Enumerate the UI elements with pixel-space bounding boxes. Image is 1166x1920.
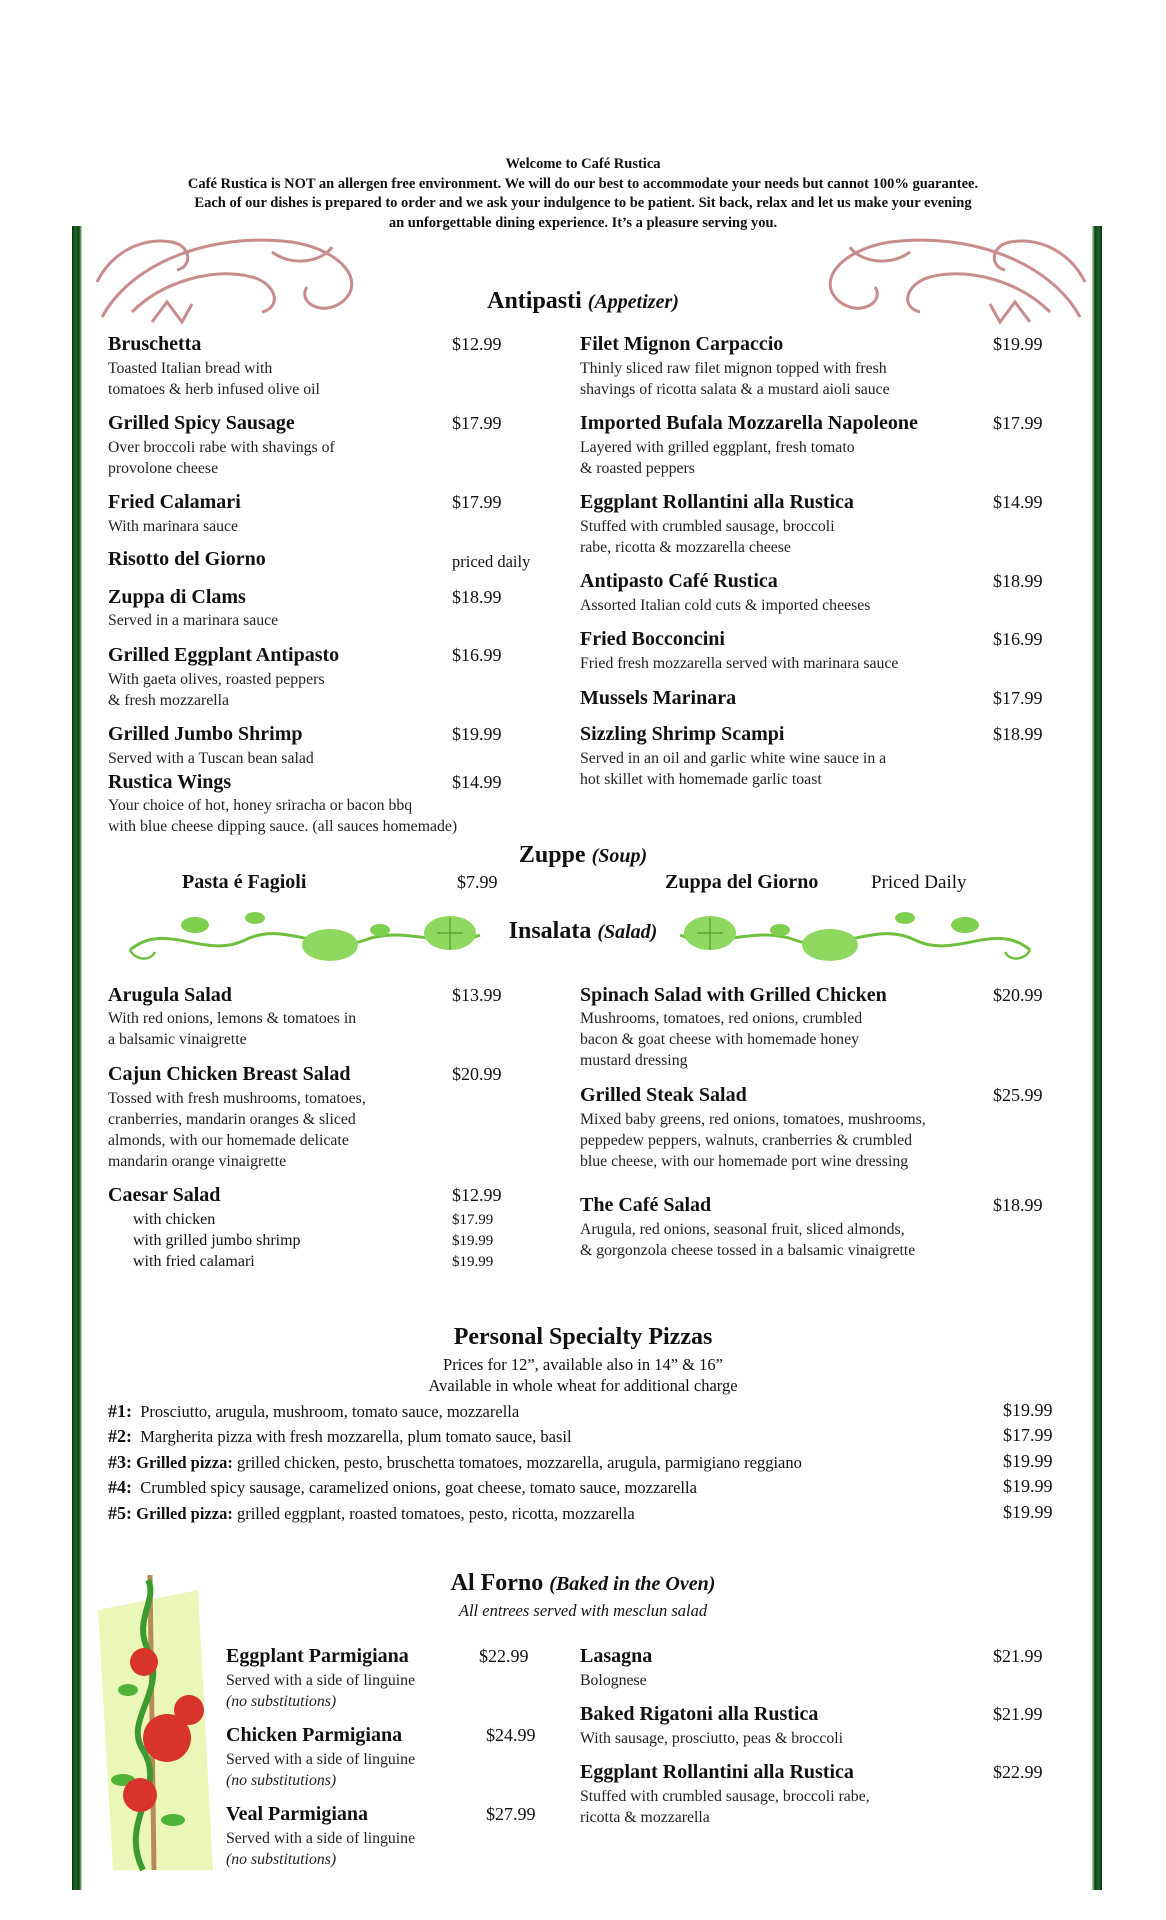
- menu-item-name: Sizzling Shrimp Scampi: [580, 723, 785, 745]
- caesar-option-label: with fried calamari: [133, 1253, 255, 1270]
- menu-item-price: $17.99: [452, 413, 502, 433]
- menu-item-name: Baked Rigatoni alla Rustica: [580, 1703, 819, 1725]
- menu-item-price: $27.99: [486, 1804, 536, 1824]
- menu-item-price: $19.99: [452, 724, 502, 744]
- menu-item-desc: Toasted Italian bread with: [108, 360, 273, 377]
- menu-item-price: $16.99: [993, 629, 1043, 649]
- menu-item-desc: Your choice of hot, honey sriracha or bacon bbq: [108, 797, 413, 814]
- menu-item-price: $22.99: [993, 1762, 1043, 1782]
- menu-item-price: $21.99: [993, 1646, 1043, 1666]
- caesar-option-price: $19.99: [452, 1254, 494, 1270]
- menu-item-desc: Assorted Italian cold cuts & imported cheeses: [580, 597, 871, 614]
- menu-item-desc: Bolognese: [580, 1672, 647, 1689]
- soup-name: Zuppa del Giorno: [665, 871, 819, 893]
- menu-item-desc: With red onions, lemons & tomatoes in: [108, 1010, 357, 1027]
- menu-item-price: $13.99: [452, 985, 502, 1005]
- pizza-price: $19.99: [1003, 1400, 1053, 1420]
- antipasti-title: Antipasti: [487, 288, 582, 314]
- swirl-ornament-left-icon: [92, 222, 382, 337]
- menu-item-price: $18.99: [993, 571, 1043, 591]
- menu-item-name: Veal Parmigiana: [226, 1803, 369, 1825]
- menu-item-desc: Served with a side of linguine: [226, 1672, 416, 1689]
- menu-item-desc: with blue cheese dipping sauce. (all sauces homemade): [108, 818, 458, 835]
- menu-item-desc: provolone cheese: [108, 460, 219, 477]
- pizza-number: #5:: [108, 1503, 132, 1523]
- menu-item-desc: Over broccoli rabe with shavings of: [108, 439, 335, 456]
- menu-item-price: $18.99: [993, 1195, 1043, 1215]
- menu-item-price: $24.99: [486, 1725, 536, 1745]
- menu-item-name: Imported Bufala Mozzarella Napoleone: [580, 412, 918, 434]
- menu-item-name: Cajun Chicken Breast Salad: [108, 1063, 351, 1085]
- menu-item-desc: cranberries, mandarin oranges & sliced: [108, 1111, 356, 1128]
- left-decorative-border: [72, 226, 82, 1890]
- alforno-heading: [333, 1570, 833, 1597]
- menu-item-price: $12.99: [452, 334, 502, 354]
- pizza-price: $19.99: [1003, 1476, 1053, 1496]
- menu-item-desc: Served with a side of linguine: [226, 1751, 416, 1768]
- menu-item-name: Grilled Jumbo Shrimp: [108, 723, 303, 745]
- soup-price: Priced Daily: [871, 872, 967, 893]
- menu-item-name: Filet Mignon Carpaccio: [580, 333, 784, 355]
- menu-item-price: $17.99: [452, 492, 502, 512]
- menu-item-desc: Thinly sliced raw filet mignon topped with fresh: [580, 360, 887, 377]
- pizza-row: [108, 1501, 635, 1526]
- menu-item-price: $17.99: [993, 688, 1043, 708]
- menu-item-desc: Fried fresh mozzarella served with marinara sauce: [580, 655, 899, 672]
- pizzas-heading: Personal Specialty Pizzas: [453, 1324, 713, 1350]
- menu-item-desc: Arugula, red onions, seasonal fruit, sliced almonds,: [580, 1221, 905, 1238]
- menu-item-desc: Mixed baby greens, red onions, tomatoes, mushrooms,: [580, 1111, 926, 1128]
- menu-item-name: Lasagna: [580, 1645, 653, 1667]
- menu-item-price: $14.99: [452, 772, 502, 792]
- alforno-subtitle: (Baked in the Oven): [549, 1573, 716, 1595]
- menu-item-price: $20.99: [452, 1064, 502, 1084]
- menu-item-desc: With marinara sauce: [108, 518, 239, 535]
- pizzas-size-note: Prices for 12”, available also in 14” & 16”: [443, 1355, 723, 1374]
- caesar-option-price: $17.99: [452, 1212, 494, 1228]
- menu-item-desc: With gaeta olives, roasted peppers: [108, 671, 325, 688]
- antipasti-heading: [383, 288, 783, 315]
- tomato-plant-icon: [88, 1570, 218, 1880]
- pizza-number: #1:: [108, 1401, 132, 1421]
- menu-item-name: Mussels Marinara: [580, 687, 737, 709]
- soup-price: $7.99: [457, 872, 498, 892]
- menu-item-desc: Served with a side of linguine: [226, 1830, 416, 1847]
- menu-item-desc: Mushrooms, tomatoes, red onions, crumbled: [580, 1010, 863, 1027]
- pizza-desc: grilled eggplant, roasted tomatoes, pesto, ricotta, mozzarella: [236, 1504, 635, 1523]
- menu-item-name: Chicken Parmigiana: [226, 1724, 403, 1746]
- menu-item-desc: With sausage, prosciutto, peas & broccoli: [580, 1730, 844, 1747]
- caesar-option-label: with chicken: [133, 1211, 216, 1228]
- menu-item-name: Risotto del Giorno: [108, 548, 266, 570]
- antipasti-subtitle: (Appetizer): [587, 291, 679, 313]
- menu-item-price: $18.99: [993, 724, 1043, 744]
- pizza-price: $19.99: [1003, 1451, 1053, 1471]
- menu-item-desc: Layered with grilled eggplant, fresh tomato: [580, 439, 855, 456]
- menu-item-price: $20.99: [993, 985, 1043, 1005]
- swirl-ornament-right-icon: [760, 222, 1090, 337]
- soup-name: Pasta é Fagioli: [182, 871, 307, 893]
- menu-item-desc: tomatoes & herb infused olive oil: [108, 381, 320, 398]
- menu-item-desc: a balsamic vinaigrette: [108, 1031, 247, 1048]
- pizza-desc: Margherita pizza with fresh mozzarella, plum tomato sauce, basil: [140, 1427, 572, 1446]
- intro-line-3: an unforgettable dining experience. It’s a pleasure serving you.: [388, 214, 778, 231]
- pizza-number: #4:: [108, 1477, 132, 1497]
- menu-item-price: $18.99: [452, 587, 502, 607]
- menu-item-desc: almonds, with our homemade delicate: [108, 1132, 349, 1149]
- intro-line-2: Each of our dishes is prepared to order and we ask your indulgence to be patient. Sit back, relax and let us make your evening: [194, 195, 972, 211]
- menu-item-desc: mustard dressing: [580, 1052, 688, 1069]
- pizzas-wheat-note: Available in whole wheat for additional charge: [428, 1376, 738, 1395]
- menu-item-desc: Served with a Tuscan bean salad: [108, 750, 314, 767]
- menu-item-desc: blue cheese, with our homemade port wine dressing: [580, 1153, 909, 1170]
- menu-item-desc: & fresh mozzarella: [108, 692, 230, 709]
- caesar-option-price: $19.99: [452, 1233, 494, 1249]
- menu-item-price: $17.99: [993, 413, 1043, 433]
- pizza-row: [108, 1450, 802, 1475]
- menu-item-name: Grilled Steak Salad: [580, 1084, 747, 1106]
- menu-item-name: Eggplant Parmigiana: [226, 1645, 409, 1667]
- menu-item-desc: & roasted peppers: [580, 460, 695, 477]
- menu-item-price: $25.99: [993, 1085, 1043, 1105]
- menu-item-name: Caesar Salad: [108, 1184, 221, 1206]
- right-decorative-border: [1092, 226, 1102, 1890]
- menu-item-name: Rustica Wings: [108, 771, 232, 793]
- menu-item-desc: bacon & goat cheese with homemade honey: [580, 1031, 859, 1048]
- menu-item-desc: hot skillet with homemade garlic toast: [580, 771, 822, 788]
- menu-item-note: (no substitutions): [226, 1851, 337, 1868]
- insalata-title: Insalata: [508, 918, 592, 944]
- menu-item-price: $12.99: [452, 1185, 502, 1205]
- pizza-number: #3:: [108, 1452, 132, 1472]
- menu-item-desc: ricotta & mozzarella: [580, 1809, 710, 1826]
- zuppe-title: Zuppe: [518, 842, 586, 868]
- pizza-row: [108, 1424, 572, 1449]
- pizza-row: [108, 1475, 697, 1500]
- menu-item-price: priced daily: [452, 552, 531, 571]
- menu-item-desc: & gorgonzola cheese tossed in a balsamic vinaigrette: [580, 1242, 916, 1259]
- pizza-label: Grilled pizza:: [136, 1504, 233, 1523]
- menu-item-name: Eggplant Rollantini alla Rustica: [580, 491, 854, 513]
- menu-item-price: $14.99: [993, 492, 1043, 512]
- pizza-price: $19.99: [1003, 1502, 1053, 1522]
- menu-item-note: (no substitutions): [226, 1693, 337, 1710]
- menu-item-name: Eggplant Rollantini alla Rustica: [580, 1761, 854, 1783]
- caesar-option-label: with grilled jumbo shrimp: [133, 1232, 301, 1249]
- menu-item-price: $22.99: [479, 1646, 529, 1666]
- menu-item-name: Bruschetta: [108, 333, 202, 355]
- zuppe-subtitle: (Soup): [591, 845, 648, 867]
- menu-item-note: (no substitutions): [226, 1772, 337, 1789]
- menu-item-desc: Served in a marinara sauce: [108, 612, 279, 629]
- menu-item-name: Fried Bocconcini: [580, 628, 725, 650]
- menu-item-desc: rabe, ricotta & mozzarella cheese: [580, 539, 791, 556]
- pizza-price: $17.99: [1003, 1425, 1053, 1445]
- pizza-desc: grilled chicken, pesto, bruschetta tomatoes, mozzarella, arugula, parmigiano reggiano: [236, 1453, 802, 1472]
- menu-item-desc: Stuffed with crumbled sausage, broccoli rabe,: [580, 1788, 870, 1805]
- menu-item-name: Antipasto Café Rustica: [580, 570, 778, 592]
- intro-title: Welcome to Café Rustica: [505, 156, 661, 172]
- pizza-desc: Crumbled spicy sausage, caramelized onions, goat cheese, tomato sauce, mozzarella: [140, 1478, 697, 1497]
- menu-item-price: $21.99: [993, 1704, 1043, 1724]
- menu-item-name: Grilled Spicy Sausage: [108, 412, 295, 434]
- menu-item-name: Grilled Eggplant Antipasto: [108, 644, 340, 666]
- intro-allergen-line: Café Rustica is NOT an allergen free environment. We will do our best to accommodate your needs but cannot 100% guarantee.: [187, 175, 979, 192]
- pizza-desc: Prosciutto, arugula, mushroom, tomato sauce, mozzarella: [140, 1402, 520, 1421]
- menu-item-name: Fried Calamari: [108, 491, 241, 513]
- pizza-number: #2:: [108, 1426, 132, 1446]
- menu-item-name: Spinach Salad with Grilled Chicken: [580, 984, 887, 1006]
- menu-item-price: $16.99: [452, 645, 502, 665]
- alforno-title: Al Forno: [450, 1570, 544, 1596]
- menu-item-name: Zuppa di Clams: [108, 586, 246, 608]
- pizza-row: [108, 1399, 519, 1424]
- insalata-heading: [383, 918, 783, 945]
- menu-item-desc: Served in an oil and garlic white wine sauce in a: [580, 750, 887, 767]
- menu-item-price: $19.99: [993, 334, 1043, 354]
- menu-item-desc: Tossed with fresh mushrooms, tomatoes,: [108, 1090, 366, 1107]
- menu-item-desc: shavings of ricotta salata & a mustard aioli sauce: [580, 381, 890, 398]
- zuppe-heading: [383, 842, 783, 869]
- alforno-note: All entrees served with mesclun salad: [458, 1601, 708, 1620]
- menu-item-desc: mandarin orange vinaigrette: [108, 1153, 287, 1170]
- insalata-subtitle: (Salad): [597, 921, 658, 943]
- menu-item-desc: peppedew peppers, walnuts, cranberries & crumbled: [580, 1132, 913, 1149]
- pizza-label: Grilled pizza:: [136, 1453, 233, 1472]
- menu-item-name: The Café Salad: [580, 1194, 712, 1216]
- menu-item-name: Arugula Salad: [108, 984, 232, 1006]
- menu-item-desc: Stuffed with crumbled sausage, broccoli: [580, 518, 835, 535]
